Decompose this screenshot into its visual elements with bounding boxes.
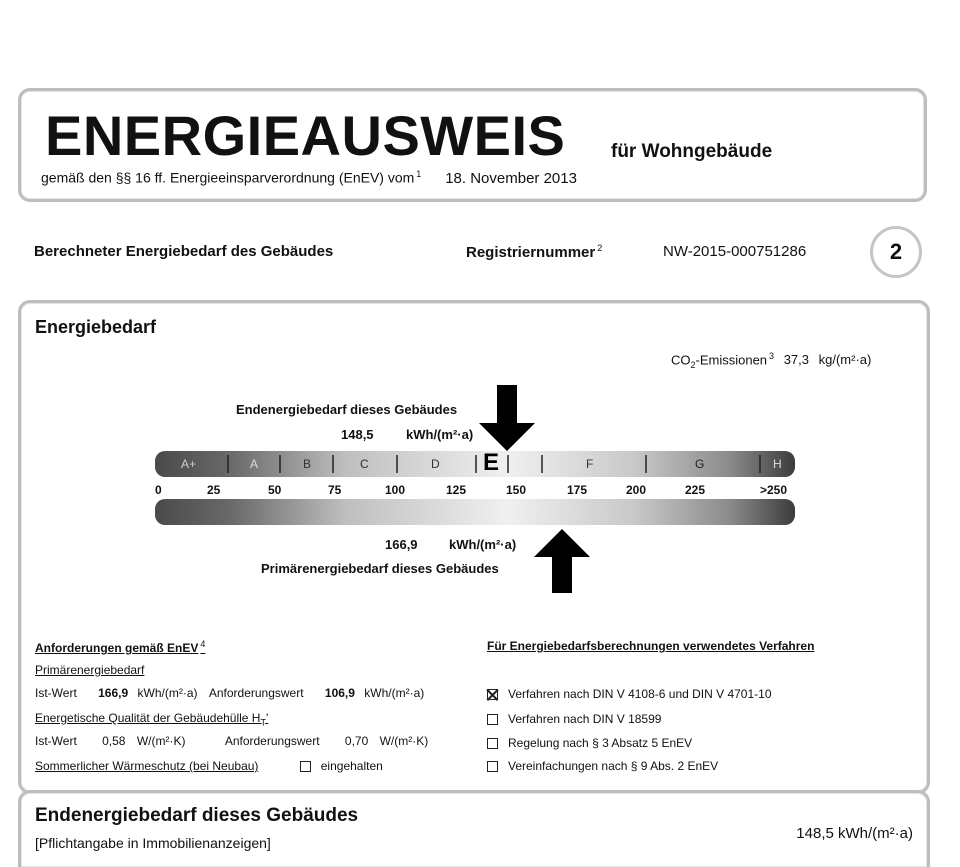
class-label-c: C: [360, 457, 369, 471]
scale-100: 100: [385, 483, 406, 497]
scale-75: 75: [328, 483, 342, 497]
method-checkbox-regelung[interactable]: [487, 738, 498, 749]
scale-150: 150: [506, 483, 527, 497]
footnote-3: 3: [769, 351, 775, 361]
end-energy-arrow-icon: [477, 385, 537, 453]
footnote-2: 2: [597, 243, 603, 253]
primary-requirement-heading: Primärenergiebedarf: [35, 663, 145, 677]
method-label-din-18599: Verfahren nach DIN V 18599: [508, 712, 662, 726]
class-labels: [155, 451, 795, 477]
footer-heading: Endenergiebedarf dieses Gebäudes: [35, 805, 359, 826]
primary-anf-unit: kWh/(m²·a): [364, 686, 425, 700]
end-energy-label: Endenergiebedarf dieses Gebäudes: [236, 402, 458, 417]
summer-protection-checkbox[interactable]: [300, 761, 311, 772]
primary-energy-bar: [155, 499, 795, 525]
registration-label: [466, 243, 602, 261]
method-item-din-4108: [487, 687, 772, 701]
scale-0: 0: [155, 483, 162, 497]
summer-protection-row: [35, 759, 383, 773]
scale-25: 25: [207, 483, 221, 497]
requirements-heading: [35, 639, 205, 655]
document-subtitle: für Wohngebäude: [611, 141, 773, 162]
primary-requirement-values: [35, 686, 424, 700]
document-title: ENERGIEAUSWEIS: [45, 104, 566, 167]
primary-energy-unit: kWh/(m²·a): [449, 537, 517, 552]
co2-unit: kg/(m²·a): [818, 352, 872, 368]
method-checkbox-din-4108[interactable]: [487, 689, 498, 700]
scale-labels: [155, 483, 815, 499]
page-number: 2: [889, 239, 903, 264]
requirements-heading-text: Anforderungen gemäß EnEV: [35, 641, 199, 655]
footer-note: [Pflichtangabe in Immobilienanzeigen]: [35, 835, 271, 851]
envelope-quality-values: [35, 734, 428, 748]
legal-basis-text: gemäß den §§ 16 ff. Energieeinsparverordnung (EnEV) vom: [41, 169, 415, 186]
class-label-a: A: [250, 457, 259, 471]
scale-200: 200: [626, 483, 647, 497]
page-number-badge: [870, 226, 922, 278]
footer-end-energy-value: 148,5 kWh/(m²·a): [796, 825, 913, 842]
regulation-date: 18. November 2013: [445, 169, 577, 187]
scale-50: 50: [268, 483, 282, 497]
energy-heading: Energiebedarf: [35, 317, 157, 337]
end-energy-value: 148,5: [341, 427, 374, 442]
envelope-quality-text: Energetische Qualität der Gebäudehülle H: [35, 711, 261, 725]
method-item-din-18599: [487, 712, 661, 726]
envelope-ist-value: 0,58: [102, 734, 126, 748]
envelope-anf-value: 0,70: [344, 734, 369, 748]
footer-box: [18, 790, 930, 867]
registration-label-text: Registriernummer: [466, 244, 596, 261]
class-label-d: D: [431, 457, 440, 471]
footnote-4: 4: [200, 639, 206, 649]
scale-175: 175: [567, 483, 588, 497]
class-label-e-active: E: [483, 449, 500, 476]
co2-value: 37,3: [783, 352, 809, 368]
method-checkbox-din-18599[interactable]: [487, 714, 498, 725]
summer-protection-label: Sommerlicher Wärmeschutz (bei Neubau): [35, 759, 259, 773]
envelope-ist-unit: W/(m²·K): [136, 734, 186, 748]
co2-emissions: [671, 351, 871, 370]
registration-number: NW-2015-000751286: [663, 243, 807, 260]
method-label-regelung: Regelung nach § 3 Absatz 5 EnEV: [508, 736, 693, 750]
class-label-f: F: [586, 457, 594, 471]
method-item-regelung: [487, 736, 692, 750]
scale-125: 125: [446, 483, 467, 497]
primary-energy-value: 166,9: [385, 537, 418, 552]
primary-energy-arrow-icon: [532, 527, 592, 595]
scale-250-plus: >250: [760, 483, 788, 497]
methods-heading: Für Energiebedarfsberechnungen verwendetes Verfahren: [487, 639, 815, 653]
class-label-a-plus: A+: [181, 457, 197, 471]
primary-anf-value: 106,9: [324, 686, 355, 700]
end-energy-unit: kWh/(m²·a): [406, 427, 474, 442]
co2-suffix: -Emissionen: [695, 352, 768, 368]
primary-ist-value: 166,9: [98, 686, 129, 700]
envelope-anf-unit: W/(m²·K): [379, 734, 429, 748]
method-label-vereinfachungen: Vereinfachungen nach § 9 Abs. 2 EnEV: [508, 759, 719, 773]
co2-label: CO: [671, 352, 691, 368]
envelope-anf-label: Anforderungswert: [224, 734, 320, 748]
header-box: [18, 88, 927, 202]
envelope-quality-sub: T: [260, 717, 266, 728]
section-label: Berechneter Energiebedarf des Gebäudes: [34, 243, 334, 260]
co2-sub: 2: [690, 359, 696, 370]
primary-anf-label: Anforderungswert: [208, 686, 304, 700]
legal-basis-line: [41, 169, 577, 187]
footnote-1: 1: [416, 169, 422, 179]
primary-energy-label: Primärenergiebedarf dieses Gebäudes: [261, 561, 499, 576]
class-label-g: G: [695, 457, 705, 471]
energy-box: [18, 300, 930, 794]
primary-ist-label: Ist-Wert: [35, 686, 77, 700]
summer-protection-check-label: eingehalten: [320, 759, 383, 773]
method-checkbox-vereinfachungen[interactable]: [487, 761, 498, 772]
envelope-quality-suffix: ': [265, 711, 269, 725]
class-label-h: H: [773, 457, 782, 471]
method-item-vereinfachungen: [487, 759, 718, 773]
envelope-ist-label: Ist-Wert: [35, 734, 77, 748]
method-label-din-4108: Verfahren nach DIN V 4108-6 und DIN V 4701-10: [508, 687, 772, 701]
scale-225: 225: [685, 483, 706, 497]
class-label-b: B: [303, 457, 312, 471]
primary-ist-unit: kWh/(m²·a): [137, 686, 198, 700]
envelope-quality-heading: [35, 711, 268, 727]
